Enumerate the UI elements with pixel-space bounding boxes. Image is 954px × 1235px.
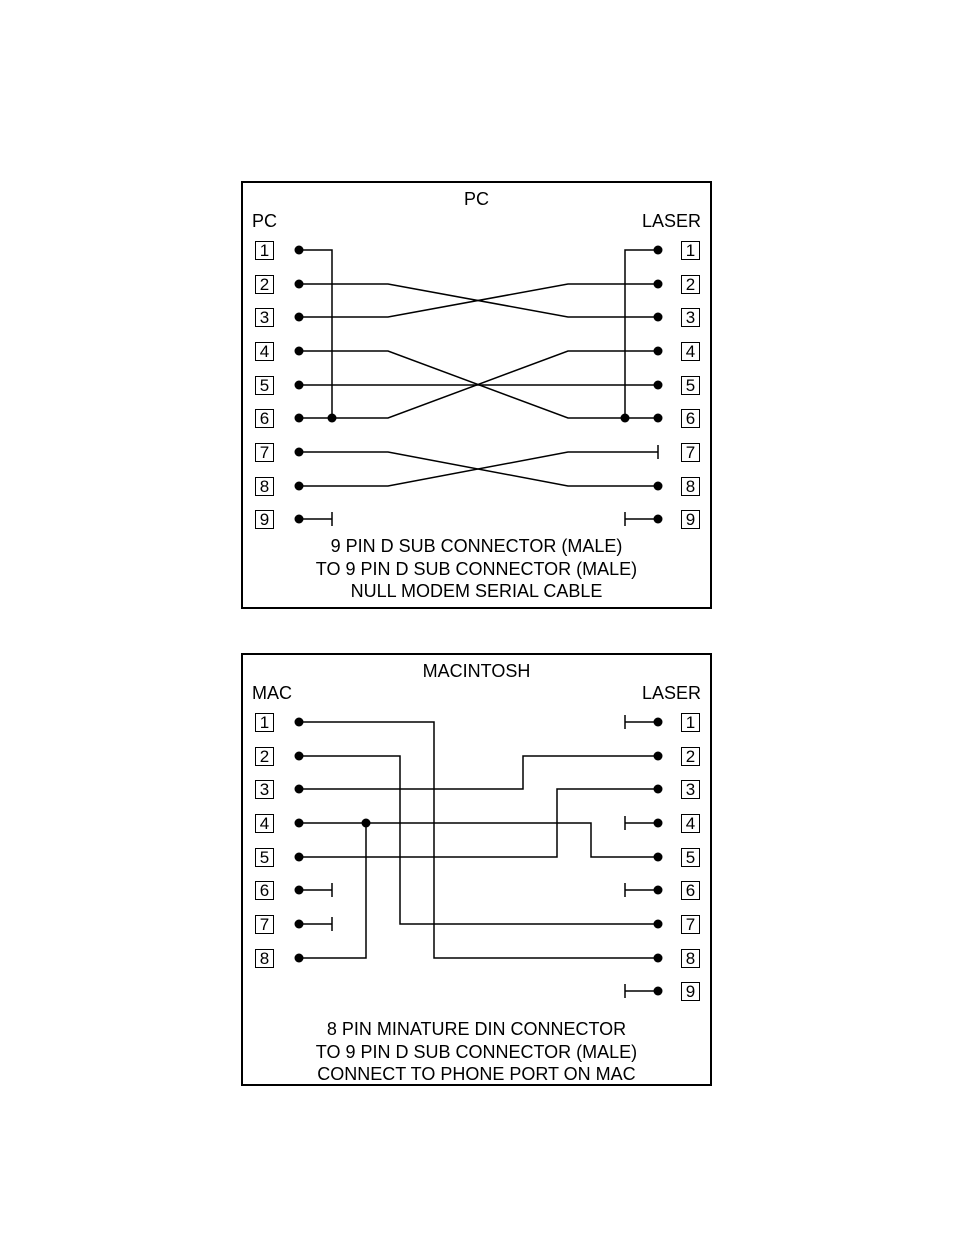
left-terminal-dot [295, 381, 304, 390]
diagram-caption [243, 1018, 710, 1086]
left-terminal-dot [295, 819, 304, 828]
right-terminal-dot [654, 987, 663, 996]
right-pin-3: 3 [681, 780, 700, 799]
right-terminal-dot [654, 347, 663, 356]
right-terminal-dot [654, 280, 663, 289]
wire-pc1-loop [299, 250, 332, 418]
right-terminal-dot [654, 886, 663, 895]
right-terminal-dot [654, 853, 663, 862]
junction-dot [621, 414, 630, 423]
left-terminal-dot [295, 448, 304, 457]
left-terminal-dot [295, 347, 304, 356]
left-terminal-dot [295, 785, 304, 794]
left-connector-label: PC [252, 211, 278, 231]
diagram-caption [243, 535, 710, 603]
left-pin-3: 3 [255, 308, 274, 327]
left-pin-4: 4 [255, 342, 274, 361]
junction-dot [362, 819, 371, 828]
caption-line: TO 9 PIN D SUB CONNECTOR (MALE) [315, 1041, 638, 1062]
right-connector-label: LASER [641, 211, 701, 231]
left-pin-7: 7 [255, 915, 274, 934]
left-terminal-dot [295, 515, 304, 524]
left-pin-8: 8 [255, 949, 274, 968]
left-terminal-dot [295, 246, 304, 255]
junction-dot [328, 414, 337, 423]
left-pin-5: 5 [255, 848, 274, 867]
right-terminal-dot [654, 482, 663, 491]
right-pin-7: 7 [681, 443, 700, 462]
right-terminal-dot [654, 819, 663, 828]
right-pin-2: 2 [681, 275, 700, 294]
right-connector-label: LASER [641, 683, 701, 703]
right-pin-4: 4 [681, 342, 700, 361]
left-terminal-dot [295, 920, 304, 929]
wire-mac2-laser7 [299, 756, 658, 924]
right-terminal-dot [654, 920, 663, 929]
left-terminal-dot [295, 313, 304, 322]
right-terminal-dot [654, 414, 663, 423]
caption-line: 8 PIN MINATURE DIN CONNECTOR [326, 1019, 627, 1039]
right-terminal-dot [654, 515, 663, 524]
left-terminal-dot [295, 853, 304, 862]
wire-pc3-laser2 [299, 284, 658, 317]
right-terminal-dot [654, 718, 663, 727]
right-terminal-dot [654, 381, 663, 390]
caption-line: NULL MODEM SERIAL CABLE [350, 581, 603, 601]
left-terminal-dot [295, 482, 304, 491]
right-pin-9: 9 [681, 982, 700, 1001]
panel-title: PC [463, 189, 489, 209]
left-terminal-dot [295, 886, 304, 895]
right-pin-7: 7 [681, 915, 700, 934]
left-pin-8: 8 [255, 477, 274, 496]
caption-line: TO 9 PIN D SUB CONNECTOR (MALE) [315, 558, 638, 579]
left-pin-2: 2 [255, 275, 274, 294]
wire-mac1-laser8 [299, 722, 658, 958]
left-pin-3: 3 [255, 780, 274, 799]
left-pin-6: 6 [255, 409, 274, 428]
right-pin-2: 2 [681, 747, 700, 766]
right-terminal-dot [654, 752, 663, 761]
left-terminal-dot [295, 718, 304, 727]
wire-mac4-laser5 [299, 823, 658, 857]
right-pin-8: 8 [681, 477, 700, 496]
left-pin-1: 1 [255, 713, 274, 732]
left-terminal-dot [295, 280, 304, 289]
left-pin-1: 1 [255, 241, 274, 260]
right-pin-1: 1 [681, 241, 700, 260]
wire-mac3-laser2 [299, 756, 658, 789]
caption-line: 9 PIN D SUB CONNECTOR (MALE) [330, 536, 623, 556]
right-pin-6: 6 [681, 409, 700, 428]
left-pin-5: 5 [255, 376, 274, 395]
left-connector-label: MAC [252, 683, 292, 703]
right-pin-3: 3 [681, 308, 700, 327]
pc-wiring-panel [241, 181, 712, 609]
left-terminal-dot [295, 752, 304, 761]
left-pin-7: 7 [255, 443, 274, 462]
right-pin-5: 5 [681, 376, 700, 395]
right-terminal-dot [654, 785, 663, 794]
wire-laser1-loop [625, 250, 658, 418]
left-pin-6: 6 [255, 881, 274, 900]
left-pin-4: 4 [255, 814, 274, 833]
right-terminal-dot [654, 954, 663, 963]
caption-line: CONNECT TO PHONE PORT ON MAC [317, 1064, 636, 1084]
left-pin-2: 2 [255, 747, 274, 766]
right-pin-4: 4 [681, 814, 700, 833]
panel-title: MACINTOSH [422, 661, 531, 681]
right-pin-6: 6 [681, 881, 700, 900]
right-pin-1: 1 [681, 713, 700, 732]
mac-wiring-panel [241, 653, 712, 1086]
left-terminal-dot [295, 954, 304, 963]
right-terminal-dot [654, 313, 663, 322]
right-pin-5: 5 [681, 848, 700, 867]
right-terminal-dot [654, 246, 663, 255]
wire-pc8-laser7 [299, 452, 658, 486]
right-pin-9: 9 [681, 510, 700, 529]
right-pin-8: 8 [681, 949, 700, 968]
left-terminal-dot [295, 414, 304, 423]
left-pin-9: 9 [255, 510, 274, 529]
